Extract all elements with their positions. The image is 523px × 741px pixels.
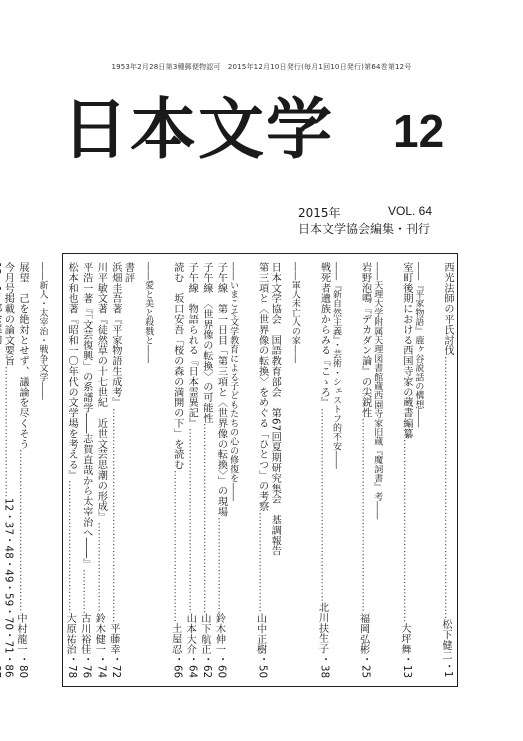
- entry-separator: ・: [66, 654, 78, 665]
- publisher-line: 日本文学協会編集・刊行: [298, 222, 431, 236]
- toc-entry[interactable]: [106, 262, 121, 678]
- toc-entry[interactable]: [77, 262, 92, 678]
- entry-title: 平浩一著『「文芸復興」の系譜学――志賀直哉から太宰治へ――』: [80, 262, 92, 569]
- toc-entry[interactable]: [13, 262, 28, 678]
- entry-subtitle: ――天理大学附属天理図書館蔵西園寺家旧蔵『魔詞書』考――: [372, 262, 383, 520]
- entry-page: 1: [442, 671, 453, 678]
- leader-dots: [92, 522, 107, 613]
- entry-page: 60: [215, 664, 227, 678]
- toc-entry[interactable]: [438, 262, 453, 678]
- entry-subtitle: ――『新自然主義』・芸術・シェストフ的不安――: [331, 262, 342, 470]
- toc-entry[interactable]: [197, 262, 212, 678]
- entry-page: 12・37・48・49・59・70・71・86: [2, 498, 14, 678]
- entry-page: [0, 665, 1, 678]
- toc-entry[interactable]: [397, 262, 412, 678]
- entry-title: 岩野泡鳴『デカダン論』の尖鋭性: [359, 262, 371, 418]
- toc-entry[interactable]: [356, 262, 371, 678]
- entry-author: 北川扶生子: [316, 602, 328, 655]
- entry-separator: ・: [16, 654, 28, 665]
- entry-separator: ・: [256, 654, 268, 665]
- entry-page: 72: [109, 664, 121, 678]
- leader-dots: [0, 344, 1, 664]
- entry-title: 子午線 〈世界像の転換〉の可能性: [200, 262, 212, 424]
- issue-year: 2015年: [298, 206, 341, 220]
- entry-page: 13: [400, 664, 412, 678]
- entry-page: 66: [171, 664, 183, 678]
- entry-page: 78: [66, 664, 78, 678]
- entry-subtitle: ――いまこそ文学教育による子どもたちの心の修復を――: [228, 262, 239, 502]
- entry-author: 鈴木健一: [93, 612, 105, 655]
- entry-title: 戦死者遺族からみる『こゝろ』: [318, 262, 330, 408]
- issue-number: 12: [393, 105, 445, 157]
- entry-title: 川平敏文著『徒然草の十七世紀 近世文芸思潮の形成』: [95, 262, 107, 522]
- entry-page: 25: [359, 664, 371, 678]
- entry-separator: ・: [359, 654, 371, 665]
- entry-title: 西光法師の平氏討伐: [442, 262, 453, 356]
- entry-separator: ・: [95, 654, 107, 665]
- entry-page: 76: [80, 664, 92, 678]
- entry-title: 子午線 第一日目「第三項と〈世界像の転換〉」の現場: [215, 262, 227, 517]
- entry-author: 古川裕佳: [78, 612, 90, 655]
- entry-author: 福岡弘彬: [357, 612, 369, 655]
- entry-separator: ・: [171, 654, 183, 665]
- entry-page: 80: [16, 664, 28, 678]
- entry-separator: ・: [200, 654, 212, 665]
- toc-entry[interactable]: [315, 262, 330, 678]
- toc-entry[interactable]: [1, 262, 14, 678]
- entry-subtitle: ――『平家物語』鹿ヶ谷説話の構想――: [413, 262, 424, 428]
- entry-separator: ・: [109, 654, 121, 665]
- entry-author: 中村龍一: [14, 612, 26, 655]
- entry-title: 第三項と〈世界像の転換〉をめぐる「ひとつ」の考察: [256, 262, 268, 512]
- leader-dots: [63, 480, 78, 612]
- spacer: [280, 262, 288, 678]
- entry-title: 松本和也著『昭和一〇年代の文学場を考える』: [66, 262, 78, 481]
- entry-separator: ・: [80, 654, 92, 665]
- entry-title: 今月号掲載の論文要旨: [2, 262, 14, 366]
- entry-title: 子午線 物語られる『日本霊異記』: [186, 262, 198, 429]
- entry-separator: ・: [400, 654, 412, 665]
- entry-page: 74: [95, 664, 107, 678]
- toc-entry[interactable]: [212, 262, 227, 678]
- toc-entry[interactable]: [253, 262, 268, 678]
- entry-page: 38: [318, 664, 330, 678]
- entry-author: 大坪舞: [398, 623, 410, 655]
- toc-entry[interactable]: [0, 262, 1, 678]
- leader-dots: [106, 408, 121, 623]
- entry-author: 山中正樹: [254, 612, 266, 655]
- entry-author: 松下健二: [440, 619, 451, 661]
- entry-page: 64: [186, 664, 198, 678]
- toc-entry[interactable]: [183, 262, 198, 678]
- entry-subtitle: ――軍人未亡人の家――: [289, 262, 300, 364]
- entry-separator: ・: [442, 660, 453, 672]
- entry-author: 土屋忍: [169, 623, 181, 655]
- leader-dots: [77, 569, 92, 613]
- entry-title: 読む 坂口安吾「桜の森の満開の下」を読む: [171, 262, 183, 470]
- leader-dots: [13, 449, 28, 612]
- table-of-contents: [2, 253, 458, 687]
- leader-dots: [197, 423, 212, 612]
- entry-subtitle: ――新人・太宰治・戦争文学――: [37, 262, 48, 400]
- leader-dots: [168, 470, 183, 623]
- entry-page: 50: [256, 664, 268, 678]
- entry-author: 大原祐治: [64, 612, 76, 655]
- leader-dots: [253, 512, 268, 613]
- entry-title: 浜畑圭吾著『平家物語生成考』: [109, 262, 121, 408]
- entry-title: 室町後期における西国寺家の蔵書編纂: [400, 262, 412, 439]
- leader-dots: [183, 428, 198, 612]
- entry-title: [0, 262, 1, 344]
- entry-author: 山本大介: [184, 612, 196, 655]
- entry-separator: ・: [215, 654, 227, 665]
- magazine-title: 日本文学: [62, 90, 334, 168]
- leader-dots: [356, 418, 371, 613]
- leader-dots: [315, 408, 330, 603]
- volume-number: VOL. 64: [388, 204, 433, 218]
- spacer: [28, 262, 36, 678]
- leader-dots: [438, 356, 453, 620]
- spacer: [134, 262, 142, 678]
- leader-dots: [397, 439, 412, 623]
- entry-author: 平藤幸: [107, 623, 119, 655]
- section-heading: 日本文学協会 国語教育部会 第67回夏期研究集会 基調報告: [269, 262, 281, 557]
- leader-dots: [212, 517, 227, 613]
- toc-entry[interactable]: [168, 262, 183, 678]
- entry-separator: ・: [186, 654, 198, 665]
- toc-columns: [2, 262, 453, 678]
- entry-page: 62: [200, 664, 212, 678]
- publication-info: 1953年2月28日第3種郵便物認可 2015年12月10日発行(毎月1回10日発行)第64巻第12号: [111, 63, 412, 71]
- toc-entry[interactable]: [92, 262, 107, 678]
- leader-dots: [1, 366, 14, 498]
- entry-author: 鈴木伸一: [213, 612, 225, 655]
- toc-entry[interactable]: [63, 262, 78, 678]
- entry-author: 山下航正: [198, 612, 210, 655]
- entry-title: 展望 己を絶対とせず、議論を尽くそう: [16, 262, 28, 450]
- entry-separator: ・: [318, 654, 330, 665]
- section-heading: 書評: [122, 262, 134, 283]
- entry-subtitle: ――愛と美と殺戮と――: [143, 262, 154, 364]
